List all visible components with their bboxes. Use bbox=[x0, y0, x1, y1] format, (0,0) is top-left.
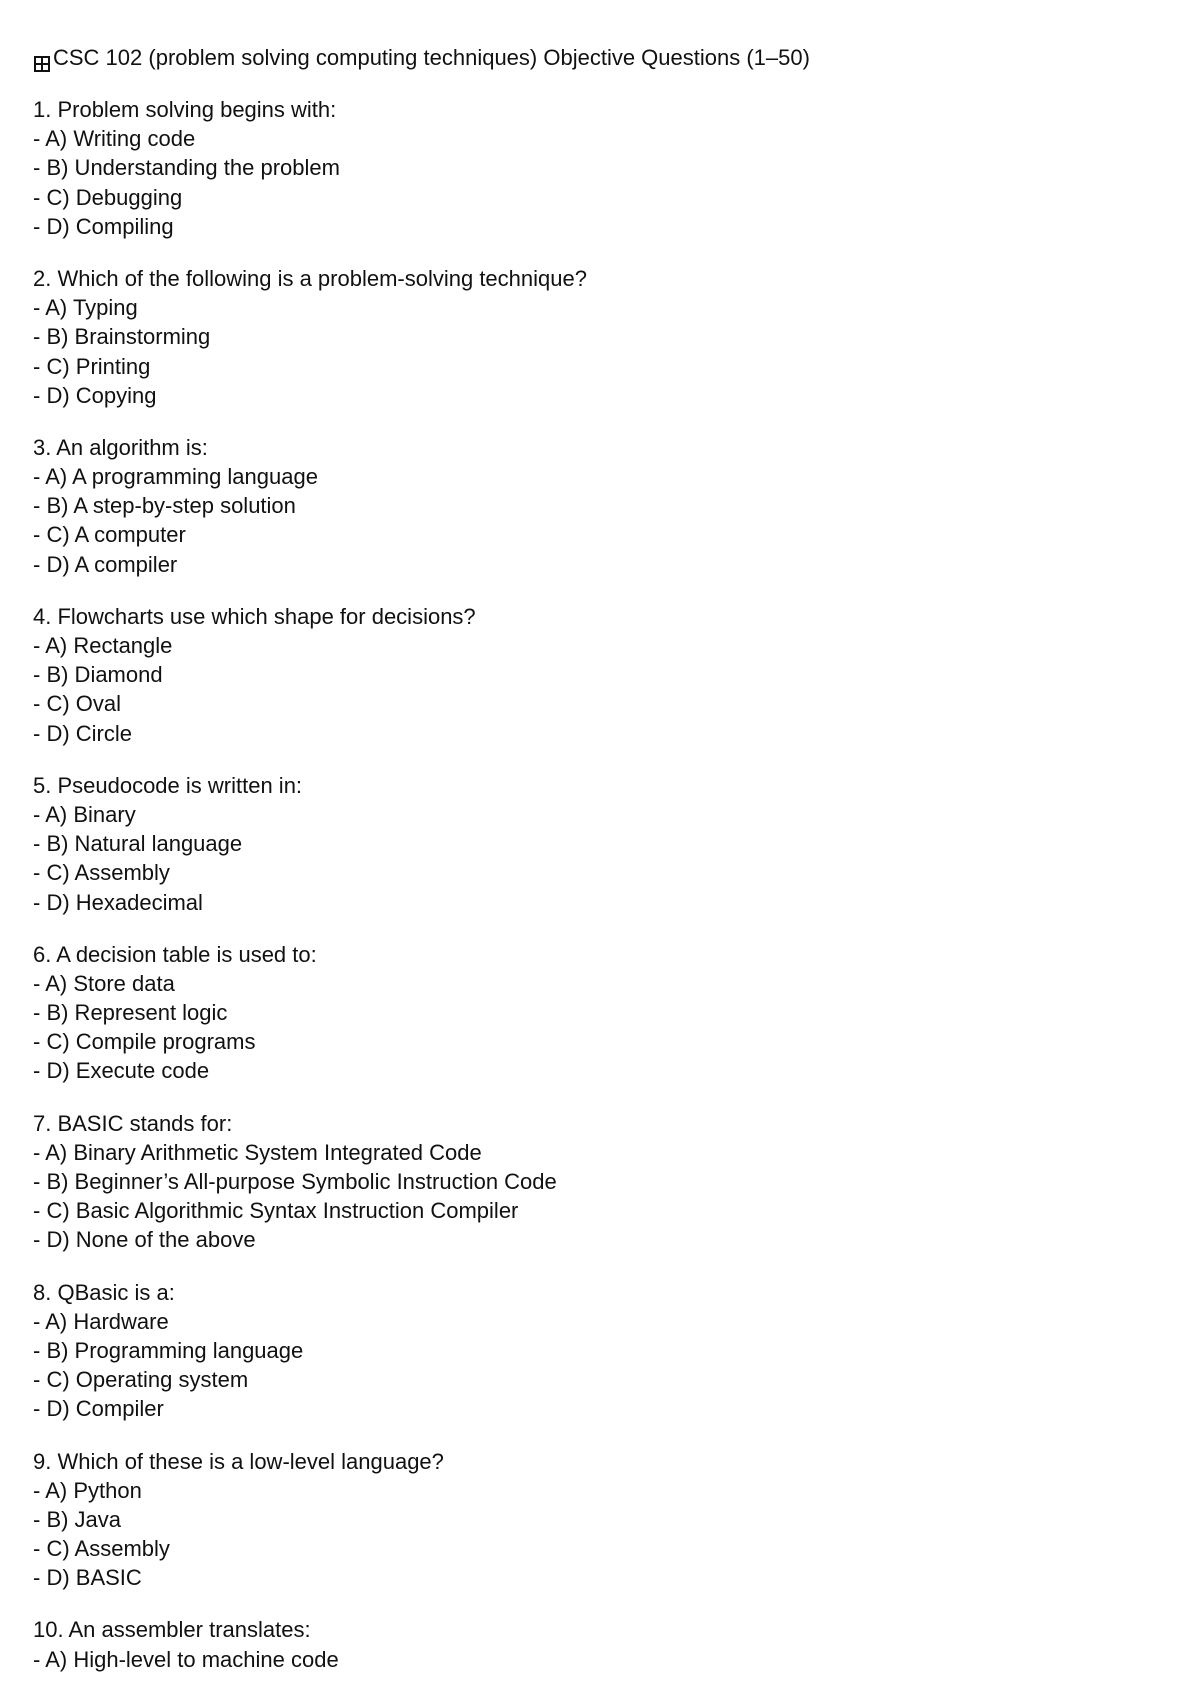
answer-option: - B) Represent logic bbox=[33, 1000, 228, 1026]
answer-option: - A) Python bbox=[33, 1477, 142, 1503]
answer-option: - A) Binary Arithmetic System Integrated Code bbox=[33, 1139, 482, 1165]
answer-option: - A) A programming language bbox=[33, 464, 318, 490]
answer-option: - C) Compile programs bbox=[33, 1029, 256, 1055]
question-block bbox=[33, 602, 1163, 748]
question-block bbox=[33, 1278, 1163, 1424]
answer-option: - C) Assembly bbox=[33, 1536, 170, 1562]
document-page bbox=[33, 40, 1163, 1697]
answer-option: - A) High-level to machine code bbox=[33, 1646, 339, 1672]
document-title bbox=[33, 40, 1163, 76]
answer-option: - C) Assembly bbox=[33, 860, 170, 886]
answer-option: - A) Hardware bbox=[33, 1308, 169, 1334]
question-block bbox=[33, 771, 1163, 917]
answer-option: - D) A compiler bbox=[33, 551, 178, 577]
question-text: 5. Pseudocode is written in: bbox=[33, 772, 303, 798]
question-block bbox=[33, 1109, 1163, 1255]
question-block bbox=[33, 264, 1163, 410]
answer-option: - D) Hexadecimal bbox=[33, 889, 203, 915]
question-text: 4. Flowcharts use which shape for decisions? bbox=[33, 603, 476, 629]
answer-option: - D) None of the above bbox=[33, 1227, 256, 1253]
answer-option: - B) Beginner’s All-purpose Symbolic Instruction Code bbox=[33, 1169, 557, 1194]
answer-option: - B) Java bbox=[33, 1506, 122, 1532]
answer-option: - B) Understanding the problem bbox=[33, 155, 340, 181]
answer-option: - C) Oval bbox=[33, 691, 121, 717]
answer-option: - C) Printing bbox=[33, 353, 151, 379]
answer-option: - D) Circle bbox=[33, 720, 132, 746]
question-text: 6. A decision table is used to: bbox=[33, 941, 317, 967]
question-text: 9. Which of these is a low-level language? bbox=[33, 1448, 444, 1474]
question-block bbox=[33, 1447, 1163, 1593]
answer-option: - B) Natural language bbox=[33, 831, 243, 857]
answer-option: - D) Execute code bbox=[33, 1058, 210, 1084]
answer-option: - A) Binary bbox=[33, 801, 136, 827]
answer-option: - A) Rectangle bbox=[33, 633, 173, 658]
answer-option: - C) Operating system bbox=[33, 1367, 249, 1393]
answer-option: - B) Brainstorming bbox=[33, 324, 211, 350]
question-text: 1. Problem solving begins with: bbox=[33, 97, 337, 122]
book-icon bbox=[33, 48, 51, 66]
answer-option: - C) Debugging bbox=[33, 184, 183, 210]
answer-option: - D) Compiler bbox=[33, 1396, 164, 1422]
answer-option: - D) BASIC bbox=[33, 1565, 142, 1591]
answer-option: - B) Programming language bbox=[33, 1337, 304, 1363]
answer-option: - B) A step-by-step solution bbox=[33, 493, 296, 519]
answer-option: - A) Typing bbox=[33, 295, 138, 321]
question-text: 10. An assembler translates: bbox=[33, 1617, 311, 1643]
question-block bbox=[33, 433, 1163, 579]
answer-option: - C) A computer bbox=[33, 522, 186, 548]
answer-option: - D) Compiling bbox=[33, 213, 174, 239]
answer-option: - A) Writing code bbox=[33, 126, 196, 152]
question-text: 3. An algorithm is: bbox=[33, 434, 208, 460]
answer-option: - A) Store data bbox=[33, 970, 175, 996]
question-block bbox=[33, 940, 1163, 1086]
answer-option: - D) Copying bbox=[33, 382, 157, 408]
question-text: 8. QBasic is a: bbox=[33, 1279, 175, 1305]
question-text: 7. BASIC stands for: bbox=[33, 1110, 233, 1136]
answer-option: - C) Basic Algorithmic Syntax Instruction Compiler bbox=[33, 1198, 519, 1224]
document-title-text: CSC 102 (problem solving computing techniques) Objective Questions (1–50) bbox=[53, 45, 810, 70]
question-text: 2. Which of the following is a problem-solving technique? bbox=[33, 265, 587, 291]
question-block bbox=[33, 1615, 1163, 1673]
question-block bbox=[33, 95, 1163, 241]
question-list bbox=[33, 95, 1163, 1674]
answer-option: - B) Diamond bbox=[33, 662, 163, 688]
